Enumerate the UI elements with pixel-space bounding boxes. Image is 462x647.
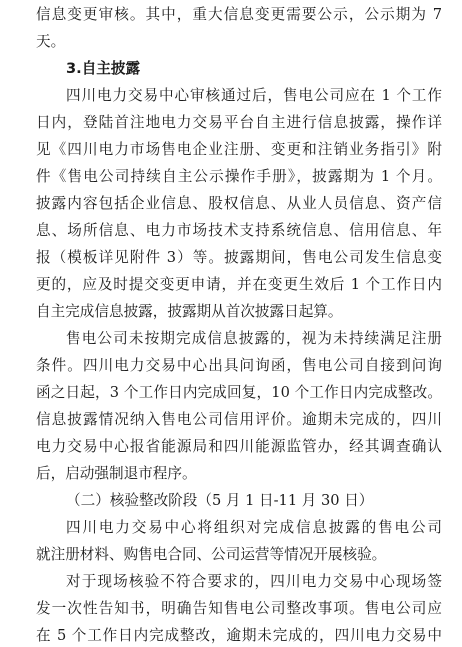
text-line-8: 披露内容包括企业信息、股权信息、从业人员信息、资产信 [36, 195, 442, 212]
text-line-21: 就注册材料、购售电合同、公司运营等情况开展核验。 [36, 546, 387, 563]
text-line-22: 对于现场核验不符合要求的，四川电力交易中心现场签 [66, 573, 442, 590]
text-line-20: 四川电力交易中心将组织对完成信息披露的售电公司 [66, 519, 442, 536]
section-heading-self-disclosure: 3.自主披露 [66, 60, 141, 77]
text-line-2: 天。 [36, 33, 66, 50]
text-line-16: 信息披露情况纳入售电公司信用评价。逾期未完成的，四川 [36, 411, 442, 428]
text-line-10: 报（模板详见附件 3）等。披露期间，售电公司发生信息变 [36, 249, 442, 266]
text-line-6: 见《四川电力市场售电企业注册、变更和注销业务指引》附 [36, 141, 442, 158]
text-line-15: 函之日起，3 个工作日内完成回复，10 个工作日内完成整改。 [36, 384, 442, 401]
text-line-9: 息、场所信息、电力市场技术支持系统信息、信用信息、年 [36, 222, 442, 239]
text-line-7: 件《售电公司持续自主公示操作手册》，披露期为 1 个月。 [36, 168, 442, 185]
text-line-11: 更的，应及时提交变更申请，并在变更生效后 1 个工作日内 [36, 276, 442, 293]
text-line-4: 四川电力交易中心审核通过后，售电公司应在 1 个工作 [66, 87, 442, 104]
text-line-18: 后，启动强制退市程序。 [36, 465, 197, 482]
text-line-5: 日内，登陆首注地电力交易平台自主进行信息披露，操作详 [36, 114, 442, 131]
text-line-13: 售电公司未按期完成信息披露的，视为未持续满足注册 [66, 330, 442, 347]
text-line-1: 信息变更审核。其中，重大信息变更需要公示，公示期为 7 [36, 6, 442, 23]
text-line-24: 在 5 个工作日内完成整改，逾期未完成的，四川电力交易中 [36, 627, 442, 644]
section-heading-verification: （二）核验整改阶段（5 月 1 日-11 月 30 日） [66, 492, 374, 509]
text-line-17: 电力交易中心报省能源局和四川能源监管办，经其调查确认 [36, 438, 442, 455]
text-line-12: 自主完成信息披露，披露期从首次披露日起算。 [36, 303, 343, 320]
text-line-23: 发一次性告知书，明确告知售电公司整改事项。售电公司应 [36, 600, 442, 617]
text-line-14: 条件。四川电力交易中心出具问询函，售电公司自接到问询 [36, 357, 442, 374]
